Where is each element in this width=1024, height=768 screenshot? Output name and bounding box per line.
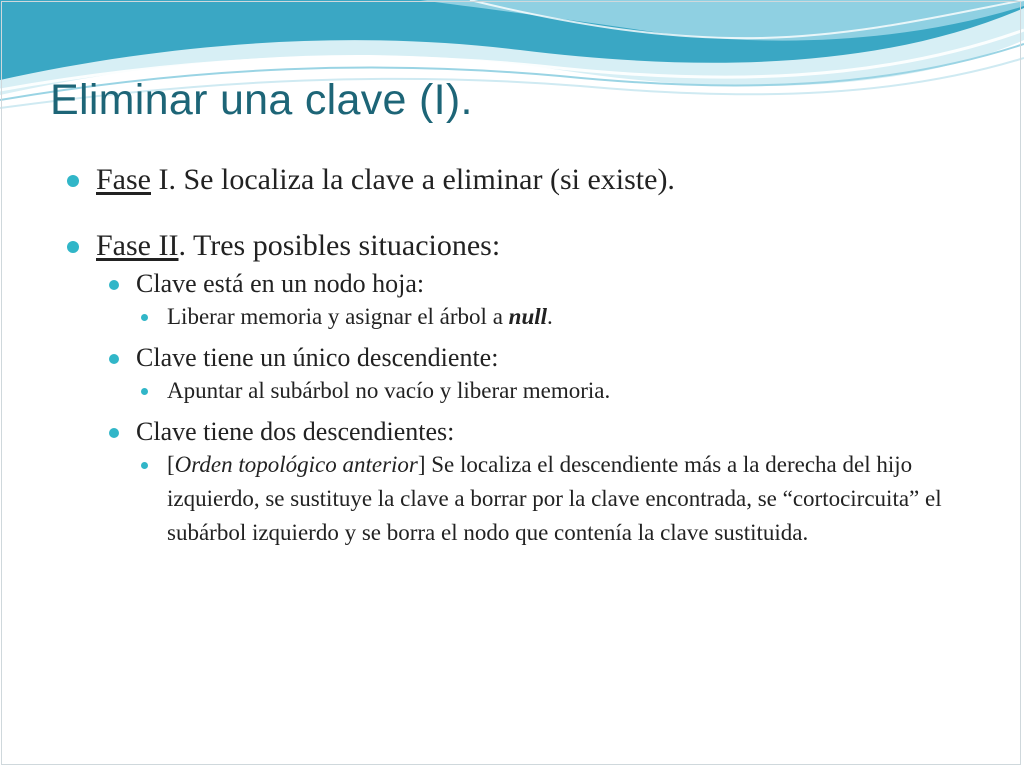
case-two-children-detail-text: ] Se localiza el descendiente más a la derecha del hijo izquierdo, se sustituye la clave a borrar por la clave encontrada, se “cortocircuita” el subárbol izquierdo y se borra el nodo que contenía la clave sustituida.	[167, 452, 942, 545]
fase-2-label: Fase II	[96, 229, 179, 262]
case-single-child-label: Clave tiene un único descendiente:	[136, 343, 499, 372]
bullet-dot-icon	[109, 354, 119, 364]
bullet-fase-2	[62, 226, 962, 266]
case-single-child-detail-text: Apuntar al subárbol no vacío y liberar memoria.	[167, 378, 611, 403]
fase-1-text: I. Se localiza la clave a eliminar (si existe).	[151, 163, 675, 196]
bullet-dot-icon	[141, 314, 148, 321]
bullet-dot-icon	[67, 241, 79, 253]
case-leaf	[62, 268, 962, 300]
case-two-children-label: Clave tiene dos descendientes:	[136, 417, 455, 446]
fase-2-text: . Tres posibles situaciones:	[178, 229, 501, 262]
case-two-children-detail	[62, 448, 957, 550]
fase-1-label: Fase	[96, 163, 151, 196]
case-leaf-label: Clave está en un nodo hoja:	[136, 269, 425, 298]
slide-content	[62, 160, 962, 550]
case-leaf-detail-before: Liberar memoria y asignar el árbol a	[167, 304, 509, 329]
case-leaf-detail-after: .	[547, 304, 553, 329]
null-keyword: null	[508, 304, 548, 329]
orden-topologico-text: Orden topológico anterior	[174, 452, 418, 477]
bullet-fase-1	[62, 160, 962, 200]
case-two-children	[62, 416, 962, 448]
bullet-dot-icon	[141, 462, 148, 469]
bullet-dot-icon	[109, 280, 119, 290]
slide-title: Eliminar una clave (I).	[50, 76, 473, 124]
bullet-dot-icon	[141, 388, 148, 395]
case-single-child-detail	[62, 374, 962, 408]
case-leaf-detail	[62, 300, 962, 334]
bullet-dot-icon	[67, 175, 79, 187]
case-single-child	[62, 342, 962, 374]
bullet-dot-icon	[109, 428, 119, 438]
bracket-open: [	[167, 452, 175, 477]
